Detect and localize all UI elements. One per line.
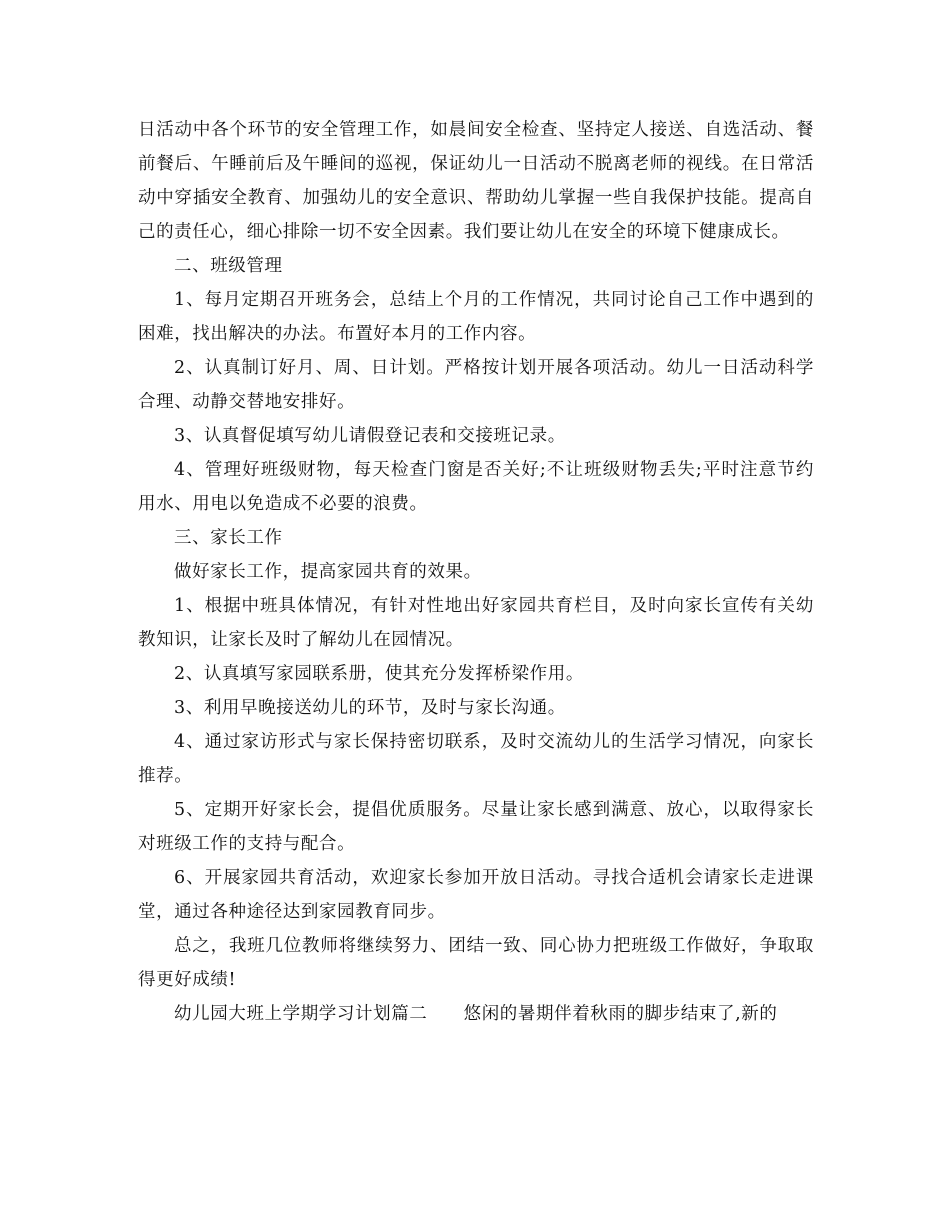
paragraph-class-item-4: 4、管理好班级财物，每天检查门窗是否关好;不让班级财物丢失;平时注意节约用水、用电以免造成不必要的浪费。 [138, 460, 814, 514]
paragraph-parent-item-2: 2、认真填写家园联系册，使其充分发挥桥梁作用。 [174, 664, 584, 684]
heading-parent-work: 三、家长工作 [174, 528, 283, 548]
paragraph-conclusion: 总之，我班几位教师将继续努力、团结一致、同心协力把班级工作做好，争取取得更好成绩! [138, 936, 814, 990]
paragraph-class-item-3: 3、认真督促填写幼儿请假登记表和交接班记录。 [174, 426, 566, 446]
document-body [138, 113, 814, 1031]
paragraph-class-item-1: 1、每月定期召开班务会，总结上个月的工作情况，共同讨论自己工作中遇到的困难，找出解决的办法。布置好本月的工作内容。 [138, 290, 814, 344]
paragraph-next-plan-title: 幼儿园大班上学期学习计划篇二 悠闲的暑期伴着秋雨的脚步结束了,新的 [174, 1004, 778, 1024]
paragraph-parent-item-3: 3、利用早晚接送幼儿的环节，及时与家长沟通。 [174, 698, 566, 718]
paragraph-parent-item-1: 1、根据中班具体情况，有针对性地出好家园共育栏目，及时向家长宣传有关幼教知识，让家长及时了解幼儿在园情况。 [138, 596, 814, 650]
paragraph-parent-intro: 做好家长工作，提高家园共育的效果。 [174, 562, 482, 582]
heading-class-management: 二、班级管理 [174, 256, 283, 276]
paragraph-safety-continued: 日活动中各个环节的安全管理工作，如晨间安全检查、坚持定人接送、自选活动、餐前餐后、午睡前后及午睡间的巡视，保证幼儿一日活动不脱离老师的视线。在日常活动中穿插安全教育、加强幼儿的安全意识、帮助幼儿掌握一些自我保护技能。提高自己的责任心，细心排除一切不安全因素。我们要让幼儿在安全的环境下健康成长。 [138, 120, 814, 242]
paragraph-parent-item-4: 4、通过家访形式与家长保持密切联系，及时交流幼儿的生活学习情况，向家长推荐。 [138, 732, 814, 786]
paragraph-parent-item-5: 5、定期开好家长会，提倡优质服务。尽量让家长感到满意、放心，以取得家长对班级工作的支持与配合。 [138, 800, 814, 854]
paragraph-parent-item-6: 6、开展家园共育活动，欢迎家长参加开放日活动。寻找合适机会请家长走进课堂，通过各种途径达到家园教育同步。 [138, 868, 814, 922]
paragraph-class-item-2: 2、认真制订好月、周、日计划。严格按计划开展各项活动。幼儿一日活动科学合理、动静交替地安排好。 [138, 358, 814, 412]
